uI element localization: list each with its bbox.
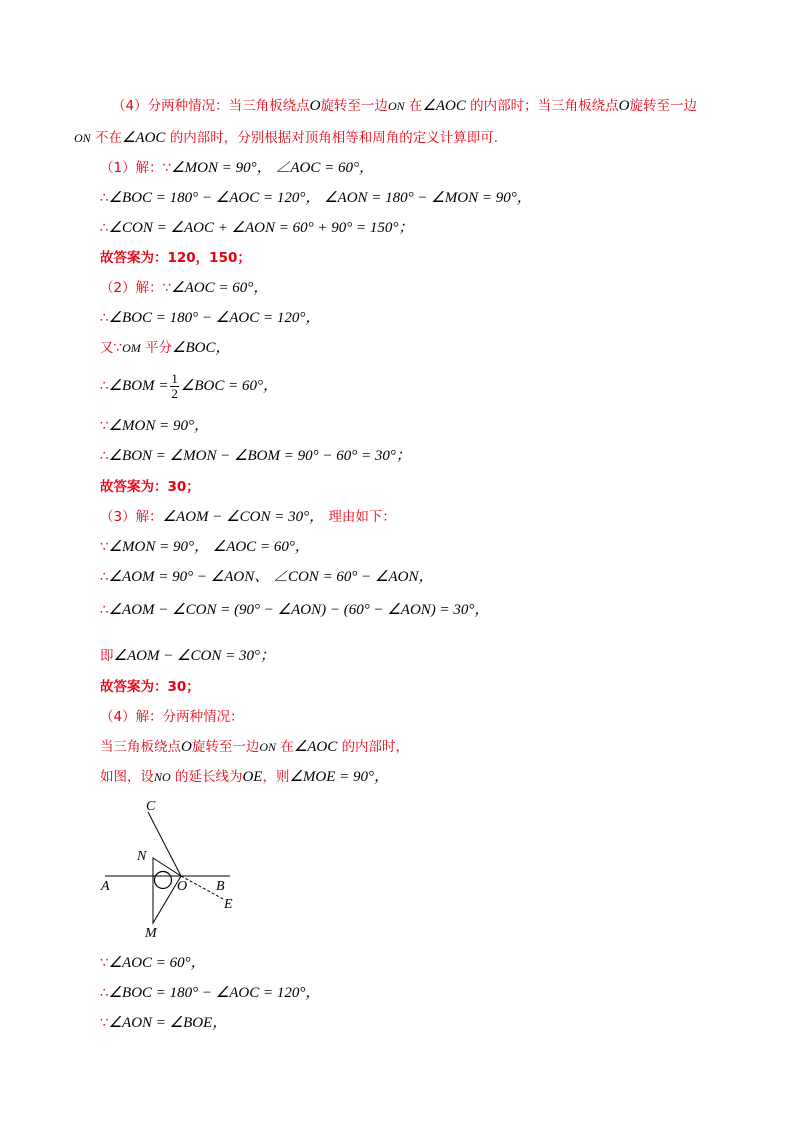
- label: ∴: [100, 448, 109, 464]
- p2-answer: 故答案为：30；: [100, 479, 200, 495]
- label-o: O: [177, 879, 188, 894]
- math: ∠BOC = 60°，: [180, 378, 278, 394]
- label: （2）解：∵: [100, 280, 172, 296]
- p1-line-2: [100, 188, 532, 208]
- math: ∠MON = 90°， ∠AOC = 60°，: [108, 539, 310, 555]
- p2-line-5: [100, 416, 209, 436]
- label-b: B: [216, 879, 225, 894]
- math: O: [181, 739, 192, 755]
- text: 的内部时；当三角板绕点: [470, 98, 619, 114]
- text: 不在: [94, 130, 122, 146]
- label-m: M: [145, 926, 157, 941]
- math: ∠BOM =: [108, 378, 169, 394]
- text: 在: [280, 739, 294, 755]
- label: ∴: [100, 569, 109, 585]
- label: 即: [100, 648, 114, 664]
- text: 平分: [145, 340, 173, 356]
- math: ON: [74, 131, 91, 145]
- math: ∠MON = 90°， ∠AOC = 60°，: [171, 160, 374, 176]
- text: ，则: [262, 769, 290, 785]
- p4-line-2: [100, 737, 409, 757]
- text: 如图，设: [100, 769, 154, 785]
- p4-line-4: [100, 953, 206, 973]
- label-n: N: [137, 849, 147, 864]
- label: ∴: [100, 378, 109, 394]
- text: 理由如下：: [328, 509, 396, 525]
- math: ∠AOC = 60°，: [108, 955, 206, 971]
- text: 旋转至一边: [191, 739, 260, 755]
- label: ∴: [100, 310, 109, 326]
- math: ∠AOM − ∠CON = 30°；: [113, 648, 275, 664]
- p2-line-1: [100, 278, 268, 298]
- math: ∠BOC，: [172, 340, 231, 356]
- label: ∴: [100, 985, 109, 1001]
- text: 的延长线为: [174, 769, 243, 785]
- label: ∵: [100, 1015, 109, 1031]
- math: ON: [387, 99, 405, 113]
- label: ∵: [100, 955, 109, 971]
- label: ∴: [100, 220, 109, 236]
- math: ∠CON = ∠AOC + ∠AON = 60° + 90° = 150°；: [108, 220, 414, 236]
- math: O: [618, 98, 630, 114]
- p3-line-2: [100, 537, 310, 557]
- p3-line-5: [100, 646, 275, 666]
- p3-line-1: [100, 507, 396, 527]
- math: ∠MON = 90°，: [108, 418, 209, 434]
- math: OM: [122, 341, 141, 355]
- denominator: 2: [171, 385, 178, 401]
- p4-line-6: [100, 1013, 227, 1033]
- text: 旋转至一边: [320, 98, 388, 114]
- text: 在: [408, 98, 423, 114]
- math: NO: [154, 770, 171, 784]
- math: ∠BOC = 180° − ∠AOC = 120°，: [108, 310, 321, 326]
- text: 的内部时，分别根据对顶角相等和周角的定义计算即可.: [169, 130, 499, 146]
- math: ∠AOC: [422, 98, 466, 114]
- label: ∵: [100, 418, 109, 434]
- numerator: 1: [171, 370, 178, 386]
- text: 旋转至一边: [629, 98, 697, 114]
- p3-line-3: [100, 567, 434, 587]
- math: ∠BOC = 180° − ∠AOC = 120°，: [108, 985, 321, 1001]
- label-a: A: [101, 879, 110, 894]
- p2-line-4: [100, 370, 278, 402]
- label: （3）解：: [100, 509, 163, 525]
- label-c: C: [146, 799, 156, 814]
- label: （1）解：∵: [100, 160, 172, 176]
- label: 又∵: [100, 340, 123, 356]
- intro-line-2: [74, 128, 498, 148]
- text: （4）分两种情况：当三角板绕点: [112, 98, 310, 114]
- p2-line-2: [100, 308, 320, 328]
- label: ∵: [100, 539, 109, 555]
- math: ∠AOM = 90° − ∠AON、 ∠CON = 60° − ∠AON，: [108, 569, 434, 585]
- p3-line-4: [100, 600, 489, 620]
- label-e: E: [224, 897, 233, 912]
- label: ∴: [100, 602, 109, 618]
- math: ∠BON = ∠MON − ∠BOM = 90° − 60° = 30°；: [108, 448, 411, 464]
- math: ∠AON = ∠BOE，: [108, 1015, 228, 1031]
- geometry-figure: [95, 796, 255, 946]
- math: OE: [242, 769, 263, 785]
- intro-line-1: [112, 96, 697, 116]
- math: O: [309, 98, 321, 114]
- math: ON: [259, 740, 277, 754]
- p1-line-1: [100, 158, 374, 178]
- text: 的内部时，: [341, 739, 410, 755]
- math: ∠AOC = 60°，: [171, 280, 269, 296]
- label: ∴: [100, 190, 109, 206]
- math: ∠AOM − ∠CON = (90° − ∠AON) − (60° − ∠AON) = 30°，: [108, 602, 490, 618]
- p1-answer: 故答案为：120，150；: [100, 250, 251, 266]
- p2-line-6: [100, 446, 411, 466]
- math: ∠AOM − ∠CON = 30°，: [162, 509, 325, 525]
- math: ∠BOC = 180° − ∠AOC = 120°， ∠AON = 180° − ∠MON = 90°，: [108, 190, 532, 206]
- math: ∠AOC: [121, 130, 166, 146]
- p1-line-3: [100, 218, 413, 238]
- p4-line-5: [100, 983, 320, 1003]
- p2-line-3: [100, 338, 231, 358]
- fraction: [170, 372, 179, 401]
- math: ∠AOC: [293, 739, 338, 755]
- math: ∠MOE = 90°，: [289, 769, 390, 785]
- triangle-hole: [155, 872, 172, 889]
- text: 当三角板绕点: [100, 739, 181, 755]
- p4-line-3: [100, 767, 389, 787]
- p3-answer: 故答案为：30；: [100, 679, 200, 695]
- p4-line-1: （4）解：分两种情况：: [100, 709, 244, 725]
